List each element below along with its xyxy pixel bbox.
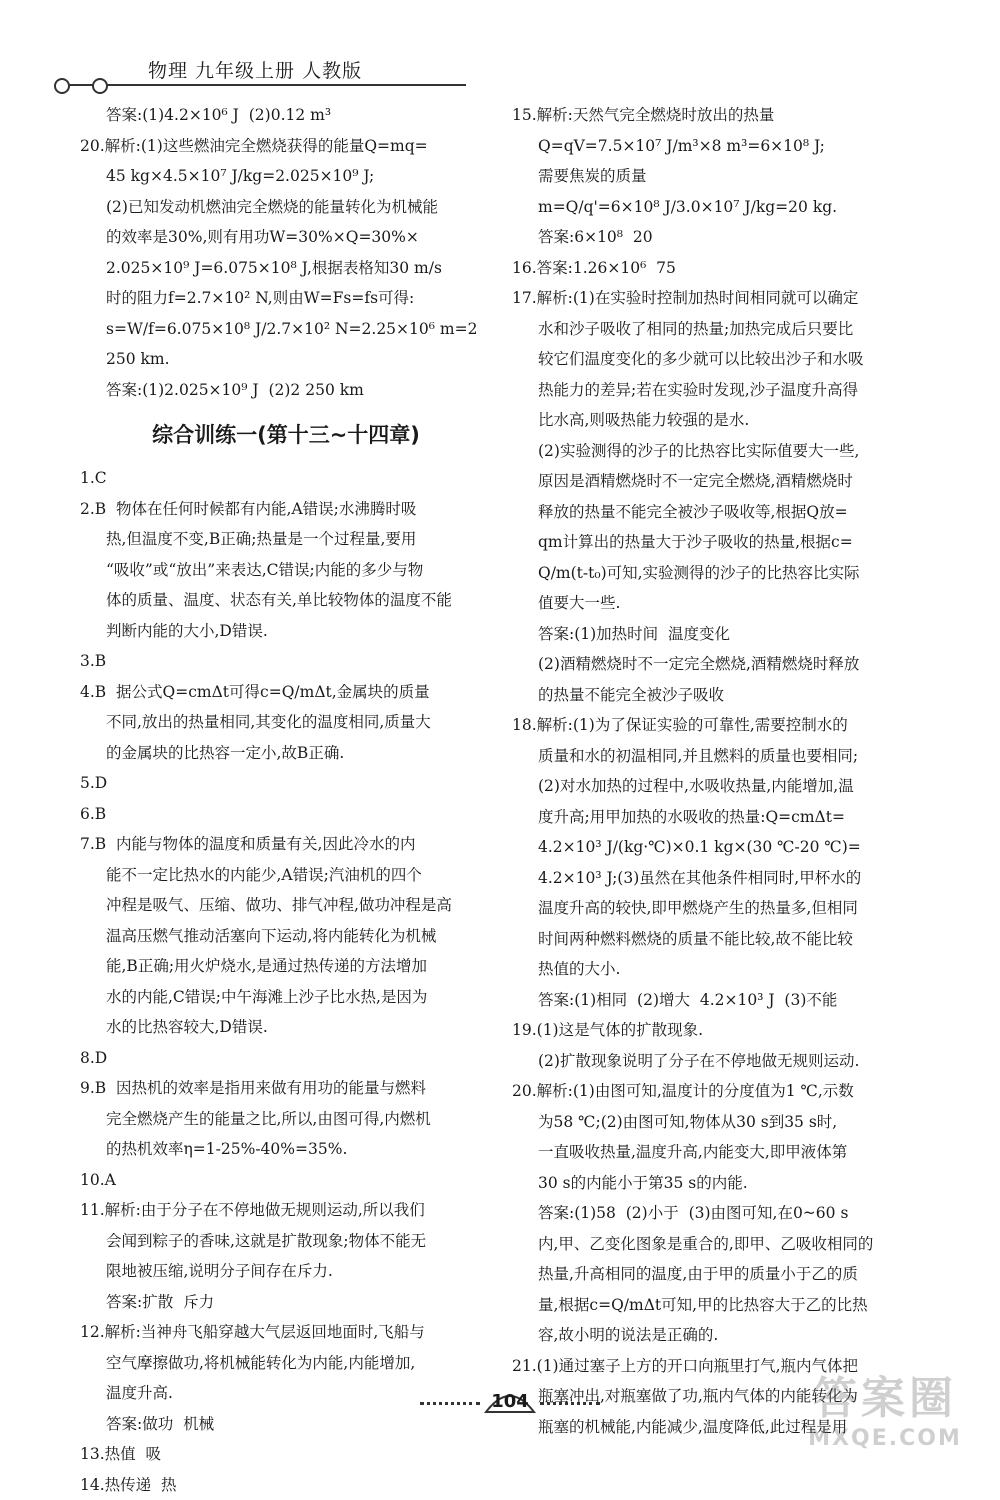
footer-dots	[420, 1402, 480, 1405]
text-line: 需要焦炭的质量	[512, 161, 942, 192]
page-header	[50, 56, 470, 96]
formula-line: s=W/f=6.075×10⁸ J/2.7×10² N=2.25×10⁶ m=2 250 km.	[80, 314, 492, 375]
text-line: 答案:(1)4.2×10⁶ J (2)0.12 m³	[80, 100, 492, 131]
text-line: 20.解析:(1)这些燃油完全燃烧获得的能量Q=mq=	[80, 131, 492, 162]
text-line: 热,但温度不变,B正确;热量是一个过程量,要用	[80, 524, 492, 555]
text-line: 空气摩擦做功,将机械能转化为内能,内能增加,	[80, 1348, 492, 1379]
text-line: 内,甲、乙变化图象是重合的,即甲、乙吸收相同的	[512, 1229, 942, 1260]
answer-line: 答案:扩散 斥力	[80, 1287, 492, 1318]
text-line: 的热量不能完全被沙子吸收	[512, 680, 942, 711]
text-line: 能,B正确;用火炉烧水,是通过热传递的方法增加	[80, 951, 492, 982]
text-line: (2)扩散现象说明了分子在不停地做无规则运动.	[512, 1046, 942, 1077]
header-rule	[66, 84, 466, 86]
text-line: 值要大一些.	[512, 588, 942, 619]
text-line: 体的质量、温度、状态有关,单比较物体的温度不能	[80, 585, 492, 616]
header-title: 物理 九年级上册 人教版	[148, 56, 362, 83]
text-line: 温高压燃气推动活塞向下运动,将内能转化为机械	[80, 921, 492, 952]
text-line: 热值的大小.	[512, 954, 942, 985]
text-line: 的效率是30%,则有用功W=30%×Q=30%×	[80, 222, 492, 253]
text-line: 能不一定比热水的内能少,A错误;汽油机的四个	[80, 860, 492, 891]
text-line: 6.B	[80, 799, 492, 830]
text-line: 度升高;用甲加热的水吸收的热量:Q=cmΔt=	[512, 802, 942, 833]
text-line: 一直吸收热量,温度升高,内能变大,即甲液体第	[512, 1137, 942, 1168]
text-line: 2.B 物体在任何时候都有内能,A错误;水沸腾时吸	[80, 494, 492, 525]
text-line: 13.热值 吸	[80, 1439, 492, 1470]
text-line: 较它们温度变化的多少就可以比较出沙子和水吸	[512, 344, 942, 375]
text-line: 热能力的差异;若在实验时发现,沙子温度升高得	[512, 375, 942, 406]
right-column	[512, 100, 942, 1442]
formula-line: 量,根据c=Q/mΔt可知,甲的比热容大于乙的比热	[512, 1290, 942, 1321]
text-line: 时的阻力f=2.7×10² N,则由W=Fs=fs可得:	[80, 283, 492, 314]
text-line: 20.解析:(1)由图可知,温度计的分度值为1 ℃,示数	[512, 1076, 942, 1107]
text-line: 时间两种燃料燃烧的质量不能比较,故不能比较	[512, 924, 942, 955]
text-line: 比水高,则吸热能力较强的是水.	[512, 405, 942, 436]
text-line: 原因是酒精燃烧时不一定完全燃烧,酒精燃烧时	[512, 466, 942, 497]
answer-line: 答案:(1)58 (2)小于 (3)由图可知,在0~60 s	[512, 1198, 942, 1229]
text-line: 14.热传递 热	[80, 1470, 492, 1500]
text-line: 为58 ℃;(2)由图可知,物体从30 s到35 s时,	[512, 1107, 942, 1138]
text-line: 释放的热量不能完全被沙子吸收等,根据Q放=	[512, 497, 942, 528]
text-line: 1.C	[80, 463, 492, 494]
text-line: (2)酒精燃烧时不一定完全燃烧,酒精燃烧时释放	[512, 649, 942, 680]
text-line: 冲程是吸气、压缩、做功、排气冲程,做功冲程是高	[80, 890, 492, 921]
section-title: 综合训练一(第十三~十四章)	[80, 415, 492, 455]
text-line: (2)对水加热的过程中,水吸收热量,内能增加,温	[512, 771, 942, 802]
answer-line: 答案:(1)相同 (2)增大 4.2×10³ J (3)不能	[512, 985, 942, 1016]
text-line: 8.D	[80, 1043, 492, 1074]
text-line: 4.2×10³ J/(kg·℃)×0.1 kg×(30 ℃-20 ℃)=	[512, 832, 942, 863]
answer-line: 答案:(1)加热时间 温度变化	[512, 619, 942, 650]
text-line: 温度升高.	[80, 1378, 492, 1409]
text-line: 16.答案:1.26×10⁶ 75	[512, 253, 942, 284]
text-line: 水和沙子吸收了相同的热量;加热完成后只要比	[512, 314, 942, 345]
left-column	[80, 100, 492, 1500]
footer-dots	[540, 1402, 600, 1405]
formula-line: Q/m(t-t₀)可知,实验测得的沙子的比热容比实际	[512, 558, 942, 589]
text-line: 11.解析:由于分子在不停地做无规则运动,所以我们	[80, 1195, 492, 1226]
text-line: 4.2×10³ J;(3)虽然在其他条件相同时,甲杯水的	[512, 863, 942, 894]
page-footer	[420, 1380, 600, 1420]
answer-line: 答案:6×10⁸ 20	[512, 222, 942, 253]
text-line: 不同,放出的热量相同,其变化的温度相同,质量大	[80, 707, 492, 738]
text-line: 10.A	[80, 1165, 492, 1196]
header-dot-icon	[54, 78, 70, 94]
page-number-text: 104	[491, 1391, 529, 1412]
formula-line: m=Q/q'=6×10⁸ J/3.0×10⁷ J/kg=20 kg.	[512, 192, 942, 223]
text-line: 的热机效率η=1-25%-40%=35%.	[80, 1134, 492, 1165]
text-line: 的金属块的比热容一定小,故B正确.	[80, 738, 492, 769]
text-line: 30 s的内能小于第35 s的内能.	[512, 1168, 942, 1199]
text-line: 18.解析:(1)为了保证实验的可靠性,需要控制水的	[512, 710, 942, 741]
text-line: 19.(1)这是气体的扩散现象.	[512, 1015, 942, 1046]
text-line: 45 kg×4.5×10⁷ J/kg=2.025×10⁹ J;	[80, 161, 492, 192]
watermark-text: 答案圈	[790, 1362, 980, 1426]
watermark-logo	[790, 1362, 980, 1454]
watermark-url: MXQE.COM	[790, 1426, 980, 1451]
text-line: 5.D	[80, 768, 492, 799]
text-line: 判断内能的大小,D错误.	[80, 616, 492, 647]
text-line: qm计算出的热量大于沙子吸收的热量,根据c=	[512, 527, 942, 558]
text-line: 4.B 据公式Q=cmΔt可得c=Q/mΔt,金属块的质量	[80, 677, 492, 708]
text-line: 7.B 内能与物体的温度和质量有关,因此冷水的内	[80, 829, 492, 860]
text-line: 12.解析:当神舟飞船穿越大气层返回地面时,飞船与	[80, 1317, 492, 1348]
text-line: 水的内能,C错误;中午海滩上沙子比水热,是因为	[80, 982, 492, 1013]
text-line: 17.解析:(1)在实验时控制加热时间相同就可以确定	[512, 283, 942, 314]
header-dot-icon	[92, 78, 108, 94]
text-line: “吸收”或“放出”来表达,C错误;内能的多少与物	[80, 555, 492, 586]
text-line: 21.(1)通过塞子上方的开口向瓶里打气,瓶内气体把	[512, 1351, 942, 1382]
text-line: 热量,升高相同的温度,由于甲的质量小于乙的质	[512, 1259, 942, 1290]
text-line: 温度升高的较快,即甲燃烧产生的热量多,但相同	[512, 893, 942, 924]
text-line: 水的比热容较大,D错误.	[80, 1012, 492, 1043]
page-number	[482, 1382, 538, 1418]
text-line: (2)实验测得的沙子的比热容比实际值要大一些,	[512, 436, 942, 467]
text-line: 质量和水的初温相同,并且燃料的质量也要相同;	[512, 741, 942, 772]
text-line: 2.025×10⁹ J=6.075×10⁸ J,根据表格知30 m/s	[80, 253, 492, 284]
text-line: 3.B	[80, 646, 492, 677]
answer-line: 答案:做功 机械	[80, 1409, 492, 1440]
text-line: 容,故小明的说法是正确的.	[512, 1320, 942, 1351]
text-line: (2)已知发动机燃油完全燃烧的能量转化为机械能	[80, 192, 492, 223]
text-line: 9.B 因热机的效率是指用来做有用功的能量与燃料	[80, 1073, 492, 1104]
text-line: 会闻到粽子的香味,这就是扩散现象;物体不能无	[80, 1226, 492, 1257]
text-line: 瓶塞的机械能,内能减少,温度降低,此过程是用	[512, 1412, 942, 1443]
answer-line: 答案:(1)2.025×10⁹ J (2)2 250 km	[80, 375, 492, 406]
text-line: 完全燃烧产生的能量之比,所以,由图可得,内燃机	[80, 1104, 492, 1135]
text-line: 15.解析:天然气完全燃烧时放出的热量	[512, 100, 942, 131]
text-line: Q=qV=7.5×10⁷ J/m³×8 m³=6×10⁸ J;	[512, 131, 942, 162]
text-line: 瓶塞冲出,对瓶塞做了功,瓶内气体的内能转化为	[512, 1381, 942, 1412]
text-line: 限地被压缩,说明分子间存在斥力.	[80, 1256, 492, 1287]
